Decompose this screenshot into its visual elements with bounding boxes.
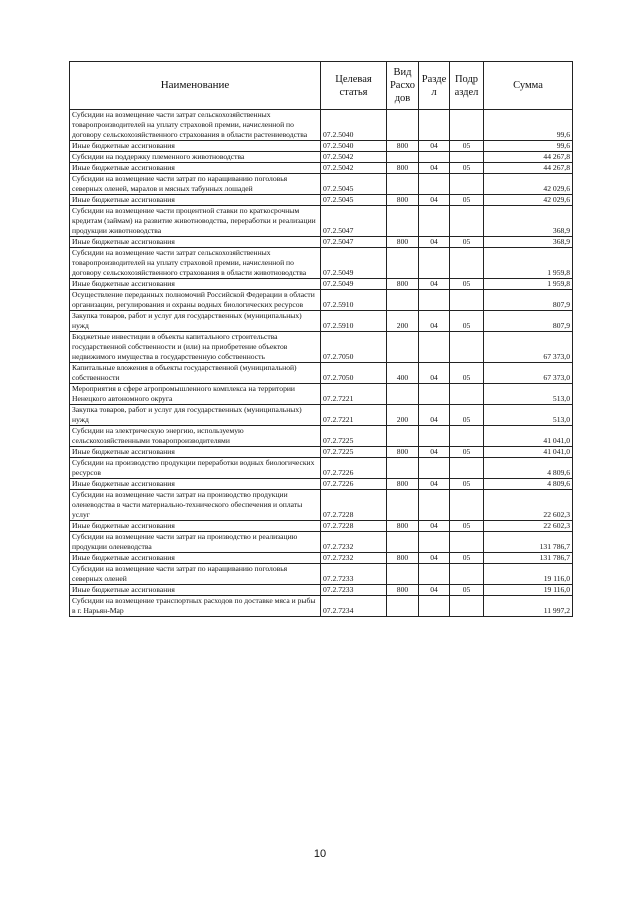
row-article: 07.2.7221 bbox=[321, 405, 387, 426]
row-name: Субсидии на возмещение части затрат по наращиванию поголовья северных оленей, маралов и мясных табунных лошадей bbox=[70, 174, 321, 195]
table-body bbox=[70, 110, 573, 617]
row-sum: 4 809,6 bbox=[484, 479, 573, 490]
row-expense-type bbox=[387, 458, 419, 479]
row-subsection: 05 bbox=[450, 479, 484, 490]
row-section bbox=[419, 174, 450, 195]
row-name: Иные бюджетные ассигнования bbox=[70, 163, 321, 174]
row-name: Закупка товаров, работ и услуг для государственных (муниципальных) нужд bbox=[70, 311, 321, 332]
row-article: 07.2.5910 bbox=[321, 311, 387, 332]
row-section bbox=[419, 564, 450, 585]
row-name: Бюджетные инвестиции в объекты капитального строительства государственной собственности и (или) на приобретение объектов недвижимого имущества в государственную собственность bbox=[70, 332, 321, 363]
header-name: Наименование bbox=[70, 62, 321, 110]
row-name: Капитальные вложения в объекты государственной (муниципальной) собственности bbox=[70, 363, 321, 384]
row-article: 07.2.7233 bbox=[321, 564, 387, 585]
row-section bbox=[419, 532, 450, 553]
row-subsection bbox=[450, 384, 484, 405]
row-subsection: 05 bbox=[450, 553, 484, 564]
row-expense-type: 800 bbox=[387, 141, 419, 152]
table-row bbox=[70, 447, 573, 458]
row-section: 04 bbox=[419, 195, 450, 206]
row-subsection bbox=[450, 490, 484, 521]
row-article: 07.2.7226 bbox=[321, 458, 387, 479]
row-section: 04 bbox=[419, 447, 450, 458]
row-subsection: 05 bbox=[450, 237, 484, 248]
row-subsection: 05 bbox=[450, 585, 484, 596]
table-row bbox=[70, 290, 573, 311]
row-sum: 11 997,2 bbox=[484, 596, 573, 617]
row-name: Иные бюджетные ассигнования bbox=[70, 479, 321, 490]
table-row bbox=[70, 405, 573, 426]
row-name: Субсидии на производство продукции переработки водных биологических ресурсов bbox=[70, 458, 321, 479]
row-expense-type bbox=[387, 152, 419, 163]
row-article: 07.2.7225 bbox=[321, 426, 387, 447]
row-expense-type: 800 bbox=[387, 585, 419, 596]
header-subsection: Подр аздел bbox=[450, 62, 484, 110]
row-expense-type: 800 bbox=[387, 195, 419, 206]
row-article: 07.2.7225 bbox=[321, 447, 387, 458]
row-subsection: 05 bbox=[450, 279, 484, 290]
row-sum: 44 267,8 bbox=[484, 152, 573, 163]
row-sum: 22 602,3 bbox=[484, 521, 573, 532]
table-header-row bbox=[70, 62, 573, 110]
row-name: Закупка товаров, работ и услуг для государственных (муниципальных) нужд bbox=[70, 405, 321, 426]
row-subsection bbox=[450, 206, 484, 237]
row-section: 04 bbox=[419, 311, 450, 332]
row-expense-type: 800 bbox=[387, 521, 419, 532]
row-article: 07.2.7232 bbox=[321, 553, 387, 564]
row-article: 07.2.7233 bbox=[321, 585, 387, 596]
row-expense-type bbox=[387, 174, 419, 195]
row-name: Субсидии на возмещение части процентной ставки по краткосрочным кредитам (займам) на развитие животноводства, переработки и реализации продукции животноводства bbox=[70, 206, 321, 237]
row-name: Иные бюджетные ассигнования bbox=[70, 237, 321, 248]
row-subsection: 05 bbox=[450, 447, 484, 458]
row-section bbox=[419, 332, 450, 363]
row-name: Иные бюджетные ассигнования bbox=[70, 521, 321, 532]
row-expense-type: 800 bbox=[387, 479, 419, 490]
row-article: 07.2.5042 bbox=[321, 163, 387, 174]
row-sum: 99,6 bbox=[484, 141, 573, 152]
row-section: 04 bbox=[419, 141, 450, 152]
table-row bbox=[70, 458, 573, 479]
row-subsection: 05 bbox=[450, 521, 484, 532]
row-expense-type bbox=[387, 384, 419, 405]
row-subsection bbox=[450, 426, 484, 447]
row-sum: 67 373,0 bbox=[484, 363, 573, 384]
row-subsection bbox=[450, 596, 484, 617]
row-expense-type bbox=[387, 564, 419, 585]
row-expense-type: 800 bbox=[387, 447, 419, 458]
row-sum: 4 809,6 bbox=[484, 458, 573, 479]
row-sum: 1 959,8 bbox=[484, 248, 573, 279]
row-sum: 22 602,3 bbox=[484, 490, 573, 521]
row-sum: 807,9 bbox=[484, 311, 573, 332]
row-article: 07.2.5049 bbox=[321, 248, 387, 279]
row-section: 04 bbox=[419, 237, 450, 248]
table-row bbox=[70, 532, 573, 553]
row-sum: 513,0 bbox=[484, 384, 573, 405]
row-article: 07.2.7232 bbox=[321, 532, 387, 553]
row-section bbox=[419, 490, 450, 521]
row-name: Субсидии на возмещение части затрат сельскохозяйственных товаропроизводителей на уплату страховой премии, начисленной по договору сельскохозяйственного страхования в области животноводства bbox=[70, 248, 321, 279]
row-expense-type: 800 bbox=[387, 553, 419, 564]
row-sum: 807,9 bbox=[484, 290, 573, 311]
row-article: 07.2.5049 bbox=[321, 279, 387, 290]
row-section: 04 bbox=[419, 553, 450, 564]
row-expense-type bbox=[387, 332, 419, 363]
table-row bbox=[70, 174, 573, 195]
row-sum: 99,6 bbox=[484, 110, 573, 141]
row-name: Иные бюджетные ассигнования bbox=[70, 141, 321, 152]
table-row bbox=[70, 479, 573, 490]
row-subsection: 05 bbox=[450, 363, 484, 384]
row-subsection: 05 bbox=[450, 141, 484, 152]
row-article: 07.2.7050 bbox=[321, 363, 387, 384]
row-section: 04 bbox=[419, 479, 450, 490]
table-row bbox=[70, 596, 573, 617]
row-sum: 42 029,6 bbox=[484, 195, 573, 206]
row-name: Субсидии на поддержку племенного животноводства bbox=[70, 152, 321, 163]
row-article: 07.2.7228 bbox=[321, 490, 387, 521]
row-name: Иные бюджетные ассигнования bbox=[70, 195, 321, 206]
table-row bbox=[70, 163, 573, 174]
table-row bbox=[70, 279, 573, 290]
row-sum: 42 029,6 bbox=[484, 174, 573, 195]
row-section bbox=[419, 290, 450, 311]
row-sum: 41 041,0 bbox=[484, 426, 573, 447]
row-name: Иные бюджетные ассигнования bbox=[70, 279, 321, 290]
row-sum: 368,9 bbox=[484, 206, 573, 237]
row-subsection bbox=[450, 458, 484, 479]
row-expense-type: 800 bbox=[387, 279, 419, 290]
row-section: 04 bbox=[419, 405, 450, 426]
row-name: Субсидии на возмещение части затрат на производство продукции оленеводства в части материально-технического обеспечения и оплаты услуг bbox=[70, 490, 321, 521]
row-sum: 44 267,8 bbox=[484, 163, 573, 174]
row-expense-type: 200 bbox=[387, 405, 419, 426]
row-expense-type bbox=[387, 426, 419, 447]
row-subsection bbox=[450, 248, 484, 279]
row-sum: 19 116,0 bbox=[484, 564, 573, 585]
row-name: Осуществление переданных полномочий Российской Федерации в области организации, регулирования и охраны водных биологических ресурсов bbox=[70, 290, 321, 311]
row-expense-type bbox=[387, 248, 419, 279]
row-subsection: 05 bbox=[450, 195, 484, 206]
row-article: 07.2.7050 bbox=[321, 332, 387, 363]
table-row bbox=[70, 564, 573, 585]
header-expense-type: Вид Расхо дов bbox=[387, 62, 419, 110]
row-subsection bbox=[450, 174, 484, 195]
header-sum: Сумма bbox=[484, 62, 573, 110]
row-article: 07.2.7228 bbox=[321, 521, 387, 532]
row-name: Субсидии на возмещение транспортных расходов по доставке мяса и рыбы в г. Нарьян-Мар bbox=[70, 596, 321, 617]
budget-table bbox=[69, 61, 573, 617]
row-article: 07.2.5045 bbox=[321, 195, 387, 206]
row-article: 07.2.5045 bbox=[321, 174, 387, 195]
row-section bbox=[419, 458, 450, 479]
row-section: 04 bbox=[419, 279, 450, 290]
row-article: 07.2.5040 bbox=[321, 110, 387, 141]
row-section bbox=[419, 152, 450, 163]
table-row bbox=[70, 195, 573, 206]
table-row bbox=[70, 521, 573, 532]
row-article: 07.2.5047 bbox=[321, 237, 387, 248]
row-name: Субсидии на электрическую энергию, используемую сельскохозяйственными товаропроизводителями bbox=[70, 426, 321, 447]
row-expense-type bbox=[387, 290, 419, 311]
row-expense-type: 800 bbox=[387, 163, 419, 174]
table-row bbox=[70, 332, 573, 363]
row-expense-type bbox=[387, 490, 419, 521]
row-article: 07.2.7234 bbox=[321, 596, 387, 617]
table-row bbox=[70, 426, 573, 447]
table-row bbox=[70, 311, 573, 332]
row-section bbox=[419, 248, 450, 279]
header-section: Разде л bbox=[419, 62, 450, 110]
row-name: Субсидии на возмещение части затрат сельскохозяйственных товаропроизводителей на уплату страховой премии, начисленной по договору сельскохозяйственного страхования в области растениеводства bbox=[70, 110, 321, 141]
table-row bbox=[70, 585, 573, 596]
row-name: Субсидии на возмещение части затрат по наращиванию поголовья северных оленей bbox=[70, 564, 321, 585]
row-article: 07.2.5910 bbox=[321, 290, 387, 311]
row-expense-type bbox=[387, 596, 419, 617]
row-name: Субсидии на возмещение части затрат на производство и реализацию продукции оленеводства bbox=[70, 532, 321, 553]
table-row bbox=[70, 206, 573, 237]
row-section: 04 bbox=[419, 163, 450, 174]
row-subsection bbox=[450, 564, 484, 585]
table-row bbox=[70, 363, 573, 384]
row-expense-type bbox=[387, 532, 419, 553]
row-expense-type: 800 bbox=[387, 237, 419, 248]
row-sum: 131 786,7 bbox=[484, 553, 573, 564]
row-section: 04 bbox=[419, 363, 450, 384]
row-article: 07.2.7221 bbox=[321, 384, 387, 405]
row-expense-type bbox=[387, 110, 419, 141]
row-subsection: 05 bbox=[450, 163, 484, 174]
row-name: Мероприятия в сфере агропромышленного комплекса на территории Ненецкого автономного округа bbox=[70, 384, 321, 405]
row-article: 07.2.5040 bbox=[321, 141, 387, 152]
row-section: 04 bbox=[419, 585, 450, 596]
table-row bbox=[70, 141, 573, 152]
row-article: 07.2.7226 bbox=[321, 479, 387, 490]
table-row bbox=[70, 152, 573, 163]
header-article: Целевая статья bbox=[321, 62, 387, 110]
table-row bbox=[70, 384, 573, 405]
row-section bbox=[419, 426, 450, 447]
row-sum: 368,9 bbox=[484, 237, 573, 248]
row-expense-type bbox=[387, 206, 419, 237]
row-name: Иные бюджетные ассигнования bbox=[70, 585, 321, 596]
row-subsection: 05 bbox=[450, 311, 484, 332]
row-sum: 41 041,0 bbox=[484, 447, 573, 458]
table-row bbox=[70, 248, 573, 279]
row-subsection bbox=[450, 110, 484, 141]
row-section bbox=[419, 596, 450, 617]
table-row bbox=[70, 490, 573, 521]
row-subsection bbox=[450, 152, 484, 163]
row-article: 07.2.5047 bbox=[321, 206, 387, 237]
row-sum: 1 959,8 bbox=[484, 279, 573, 290]
row-sum: 131 786,7 bbox=[484, 532, 573, 553]
row-section bbox=[419, 206, 450, 237]
page-number: 10 bbox=[313, 848, 327, 860]
row-expense-type: 200 bbox=[387, 311, 419, 332]
row-expense-type: 400 bbox=[387, 363, 419, 384]
row-sum: 67 373,0 bbox=[484, 332, 573, 363]
table-row bbox=[70, 237, 573, 248]
row-sum: 19 116,0 bbox=[484, 585, 573, 596]
row-subsection bbox=[450, 332, 484, 363]
row-subsection bbox=[450, 532, 484, 553]
table-row bbox=[70, 553, 573, 564]
row-name: Иные бюджетные ассигнования bbox=[70, 553, 321, 564]
row-section bbox=[419, 110, 450, 141]
table-row bbox=[70, 110, 573, 141]
row-name: Иные бюджетные ассигнования bbox=[70, 447, 321, 458]
row-article: 07.2.5042 bbox=[321, 152, 387, 163]
row-section bbox=[419, 384, 450, 405]
row-sum: 513,0 bbox=[484, 405, 573, 426]
row-subsection bbox=[450, 290, 484, 311]
row-section: 04 bbox=[419, 521, 450, 532]
row-subsection: 05 bbox=[450, 405, 484, 426]
